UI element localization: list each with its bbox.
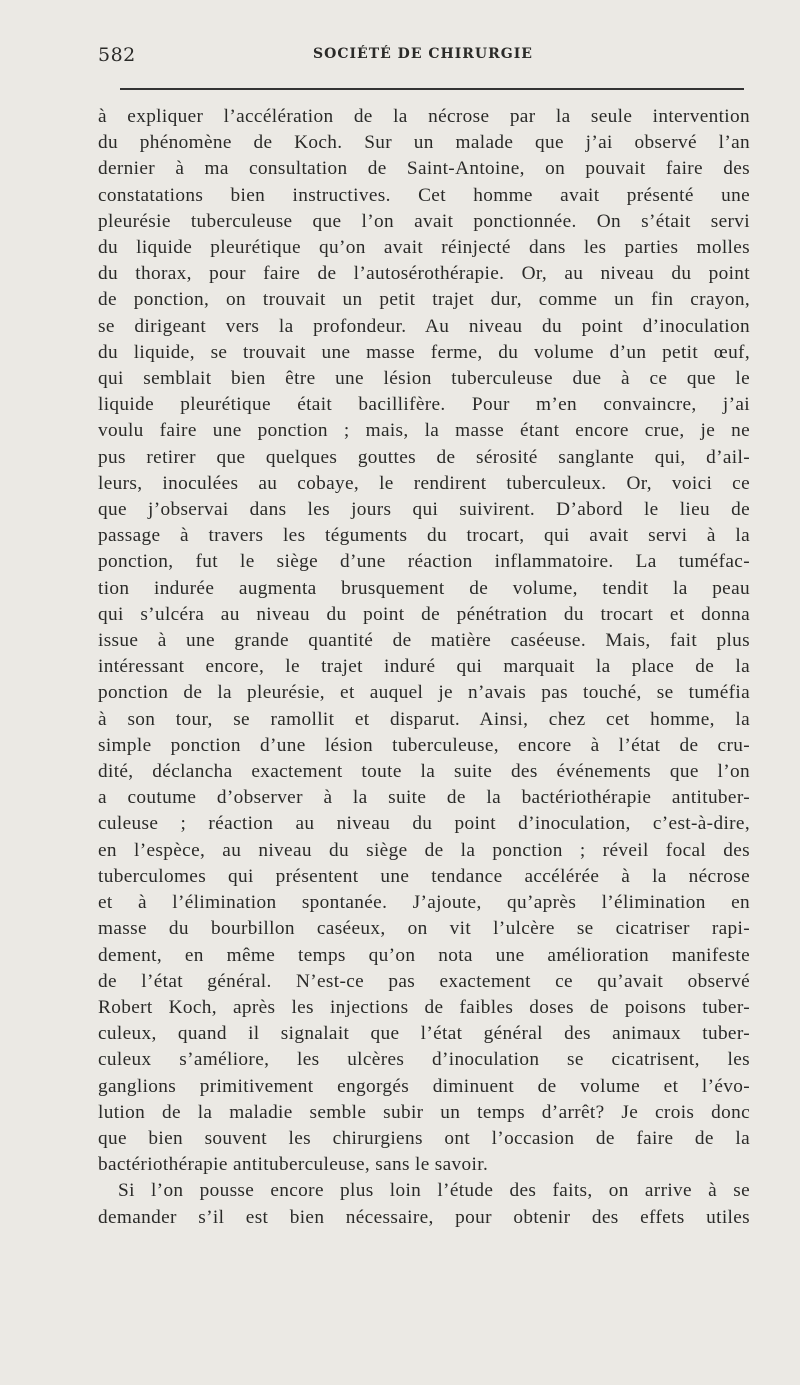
text-line: bactériothérapie antituberculeuse, sans le savoir. — [98, 1154, 489, 1176]
text-line: ponction de la pleurésie, et auquel je n’avais pas touché, se tuméfia — [98, 682, 750, 704]
text-line: du liquide pleurétique qu’on avait réinjecté dans les parties molles — [98, 237, 750, 259]
text-line: du thorax, pour faire de l’autosérothérapie. Or, au niveau du point — [98, 263, 750, 285]
text-line: du phénomène de Koch. Sur un malade que j’ai observé l’an — [98, 132, 750, 154]
page-number: 582 — [98, 44, 136, 66]
text-line: tion indurée augmenta brusquement de volume, tendit la peau — [98, 577, 750, 599]
text-line: leurs, inoculées au cobaye, le rendirent tuberculeux. Or, voici ce — [98, 472, 750, 494]
text-line: dement, en même temps qu’on nota une amélioration manifeste — [98, 944, 750, 966]
text-line: voulu faire une ponction ; mais, la masse étant encore crue, je ne — [98, 420, 750, 442]
text-line: issue à une grande quantité de matière caséeuse. Mais, fait plus — [98, 630, 750, 652]
text-line: constatations bien instructives. Cet homme avait présenté une — [98, 184, 750, 206]
running-head — [98, 44, 748, 72]
text-line: en l’espèce, au niveau du siège de la ponction ; réveil focal des — [98, 839, 750, 861]
paragraph — [98, 1178, 750, 1230]
text-line: masse du bourbillon caséeux, on vit l’ulcère se cicatriser rapi- — [98, 918, 750, 940]
text-line: à expliquer l’accélération de la nécrose par la seule intervention — [98, 106, 750, 127]
text-line: culeux, quand il signalait que l’état général des animaux tuber- — [98, 1023, 750, 1045]
running-title: SOCIÉTÉ DE CHIRURGIE — [313, 46, 533, 62]
text-line: à son tour, se ramollit et disparut. Ainsi, chez cet homme, la — [98, 708, 750, 730]
text-line: que bien souvent les chirurgiens ont l’occasion de faire de la — [98, 1127, 750, 1149]
text-line: a coutume d’observer à la suite de la bactériothérapie antituber- — [98, 787, 750, 809]
text-line: pleurésie tuberculeuse que l’on avait ponctionnée. On s’était servi — [98, 210, 750, 232]
text-line: intéressant encore, le trajet induré qui marquait la place de la — [98, 656, 750, 678]
text-line: demander s’il est bien nécessaire, pour obtenir des effets utiles — [98, 1206, 750, 1228]
text-line: simple ponction d’une lésion tuberculeuse, encore à l’état de cru- — [98, 734, 750, 756]
text-line: et à l’élimination spontanée. J’ajoute, qu’après l’élimination en — [98, 892, 750, 914]
text-line: du liquide, se trouvait une masse ferme, du volume d’un petit œuf, — [98, 341, 750, 363]
text-line: de l’état général. N’est-ce pas exactement ce qu’avait observé — [98, 970, 750, 992]
text-line: qui semblait bien être une lésion tuberculeuse due à ce que le — [98, 368, 750, 390]
text-line: lution de la maladie semble subir un temps d’arrêt? Je crois donc — [98, 1101, 750, 1123]
text-line: qui s’ulcéra au niveau du point de pénétration du trocart et donna — [98, 603, 750, 625]
text-line: culeux s’améliore, les ulcères d’inoculation se cicatrisent, les — [98, 1049, 750, 1071]
paragraph — [98, 104, 750, 1178]
text-line: se dirigeant vers la profondeur. Au niveau du point d’inoculation — [98, 315, 750, 337]
text-line: ponction, fut le siège d’une réaction inflammatoire. La tuméfac- — [98, 551, 750, 573]
text-line: de ponction, on trouvait un petit trajet dur, comme un fin crayon, — [98, 289, 750, 311]
text-line: que j’observai dans les jours qui suivirent. D’abord le lieu de — [98, 499, 750, 521]
text-line: dernier à ma consultation de Saint-Antoine, on pouvait faire des — [98, 158, 750, 180]
body-text — [98, 104, 750, 1231]
text-line: liquide pleurétique était bacillifère. Pour m’en convaincre, j’ai — [98, 394, 750, 416]
text-line: dité, déclancha exactement toute la suite des événements que l’on — [98, 761, 750, 783]
text-line: Si l’on pousse encore plus loin l’étude des faits, on arrive à se — [118, 1180, 750, 1202]
text-line: Robert Koch, après les injections de faibles doses de poisons tuber- — [98, 996, 750, 1018]
text-line: passage à travers les téguments du trocart, qui avait servi à la — [98, 525, 750, 547]
text-line: pus retirer que quelques gouttes de sérosité sanglante qui, d’ail- — [98, 446, 750, 468]
text-line: tuberculomes qui présentent une tendance accélérée à la nécrose — [98, 865, 750, 887]
text-line: ganglions primitivement engorgés diminuent de volume et l’évo- — [98, 1075, 750, 1097]
header-rule — [120, 88, 744, 90]
text-line: culeuse ; réaction au niveau du point d’inoculation, c’est-à-dire, — [98, 813, 750, 835]
